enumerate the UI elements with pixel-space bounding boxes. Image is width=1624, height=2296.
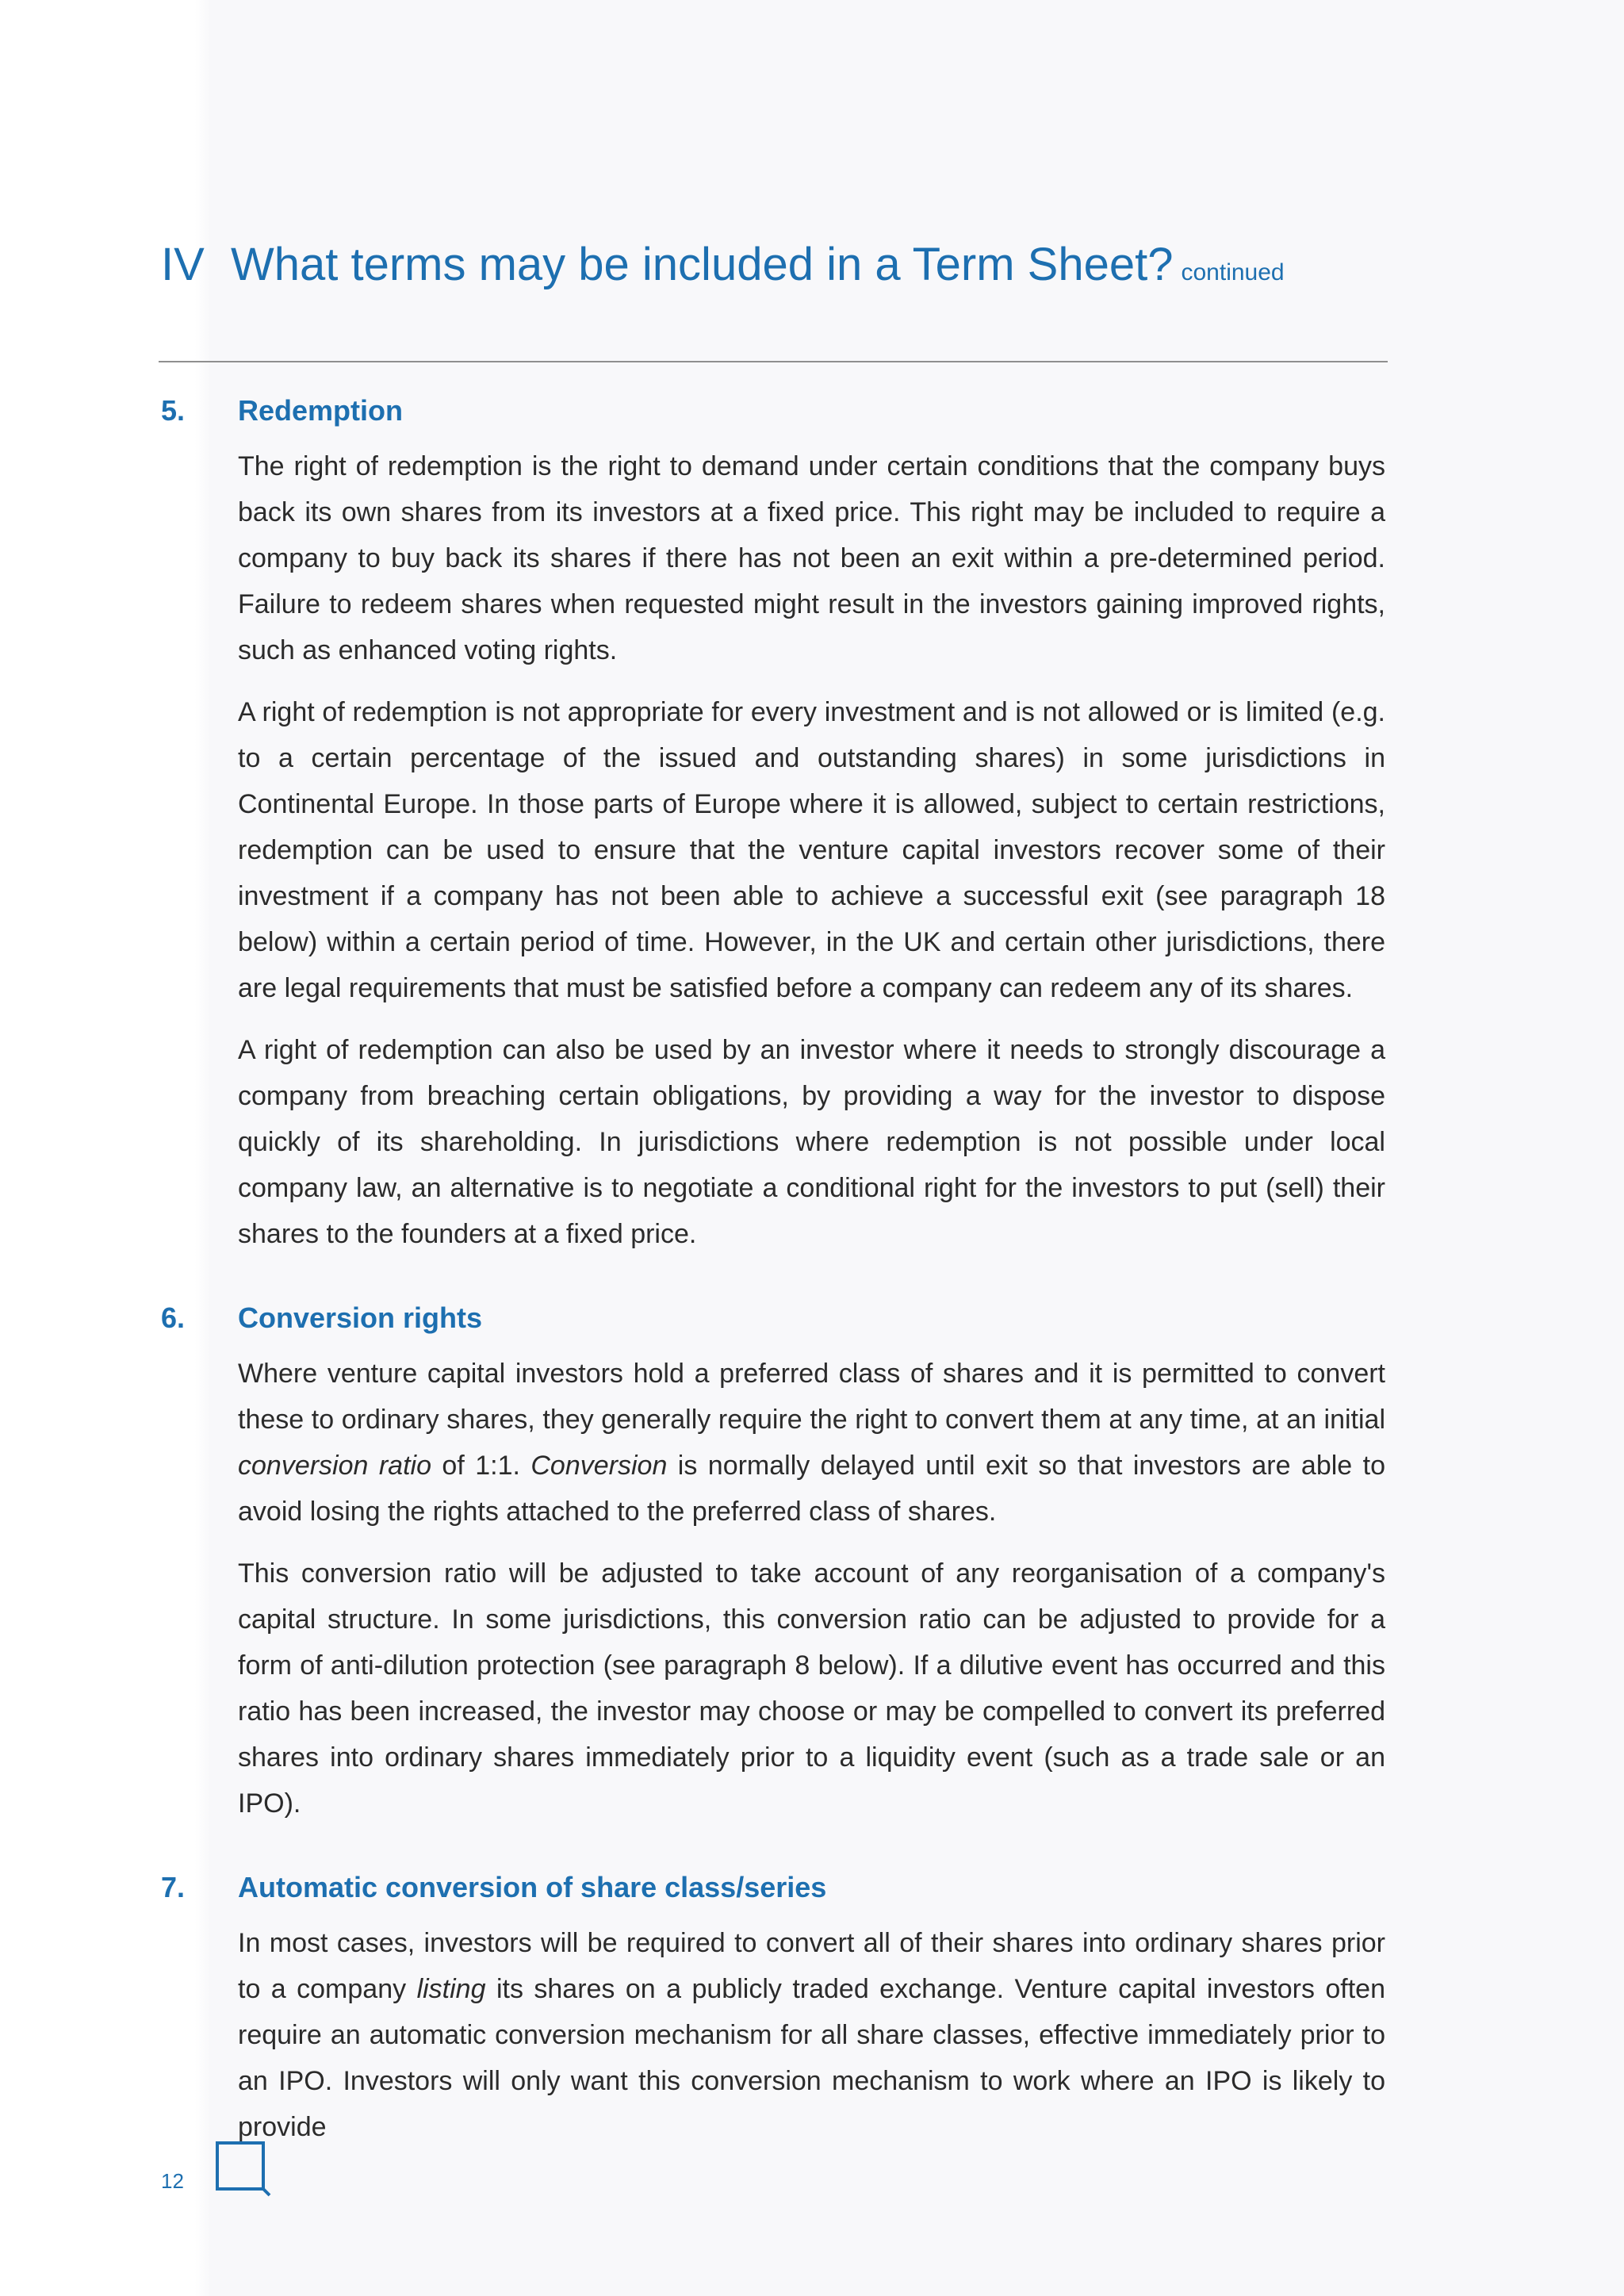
paragraph-text: is normally delayed until exit so that investors are able to avoid losing the rights attached to the preferred class of shares. (238, 1451, 1385, 1527)
paragraph (238, 1351, 1385, 1535)
section-heading (161, 385, 1385, 437)
paragraph (238, 1550, 1385, 1826)
section-title: Redemption (238, 394, 404, 427)
paragraph (238, 689, 1385, 1011)
section-heading (161, 1292, 1385, 1344)
paragraph (238, 1027, 1385, 1257)
page-number: 12 (161, 2169, 184, 2193)
paragraph-text: The right of redemption is the right to demand under certain conditions that the company buys back its own shares from its investors at a fixed price. This right may be included to require a company to buy back its shares if there has not been an exit within a pre-determined period. Failure to redeem shares when requested might result in the investors gaining improved rights, such as enhanced voting rights. (238, 451, 1385, 665)
paragraph-text: A right of redemption is not appropriate for every investment and is not allowed or is limited (e.g. to a certain percentage of the issued and outstanding shares) in some jurisdictions in Continental Europe. In those parts of Europe where it is allowed, subject to certain restrictions, redemption can be used to ensure that the venture capital investors recover some of their investment if a company has not been able to achieve a successful exit (see paragraph 18 below) within a certain period of time. However, in the UK and certain other jurisdictions, there are legal requirements that must be satisfied before a company can redeem any of its shares. (238, 697, 1385, 1003)
section (161, 1861, 1385, 2150)
paragraph-text: A right of redemption can also be used by an investor where it needs to strongly discourage a company from breaching certain obligations, by providing a way for the investor to dispose quickly of its shareholding. In jurisdictions where redemption is not possible under local company law, an alternative is to negotiate a conditional right for the investors to put (sell) their shares to the founders at a fixed price. (238, 1035, 1385, 1249)
paragraph-text: This conversion ratio will be adjusted to take account of any reorganisation of a company's capital structure. In some jurisdictions, this conversion ratio can be adjusted to provide for a form of anti-dilution protection (see paragraph 8 below). If a dilutive event has occurred and this ratio has been increased, the investor may choose or may be compelled to convert its preferred shares into ordinary shares immediately prior to a liquidity event (such as a trade sale or an IPO). (238, 1558, 1385, 1819)
section (161, 1292, 1385, 1826)
section-number: 7. (161, 1871, 186, 1903)
section (161, 385, 1385, 1257)
chapter-number: IV (161, 239, 205, 290)
section-heading (161, 1861, 1385, 1914)
section-title: Automatic conversion of share class/series (238, 1871, 827, 1903)
emphasized-term: listing (416, 1974, 486, 2004)
section-body (238, 1351, 1385, 1826)
paragraph-text: Where venture capital investors hold a preferred class of shares and it is permitted to convert these to ordinary shares, they generally require the right to convert them at any time, at an initial (238, 1359, 1385, 1435)
page-title: What terms may be included in a Term Sheet? (231, 239, 1174, 290)
section-title: Conversion rights (238, 1301, 483, 1334)
paragraph-text: In most cases, investors will be required to convert all of their shares into ordinary shares prior to a company (238, 1928, 1385, 2004)
emphasized-term: conversion ratio (238, 1451, 431, 1481)
header-divider (159, 361, 1388, 362)
section-number: 5. (161, 394, 186, 427)
paragraph-text: of 1:1. (431, 1451, 531, 1481)
emphasized-term: Conversion (530, 1451, 668, 1481)
main-content (161, 385, 1385, 2185)
section-body (238, 443, 1385, 1257)
paragraph-text: its shares on a publicly traded exchange. Venture capital investors often require an automatic conversion mechanism for all share classes, effective immediately prior to an IPO. Investors will only want this conversion mechanism to work where an IPO is likely to provide (238, 1974, 1386, 2142)
paragraph (238, 443, 1385, 673)
section-body (238, 1920, 1385, 2150)
paragraph (238, 1920, 1385, 2150)
continued-label: continued (1181, 259, 1285, 286)
section-number: 6. (161, 1301, 186, 1334)
page-header (161, 238, 1390, 291)
page-corner-icon (216, 2141, 273, 2197)
